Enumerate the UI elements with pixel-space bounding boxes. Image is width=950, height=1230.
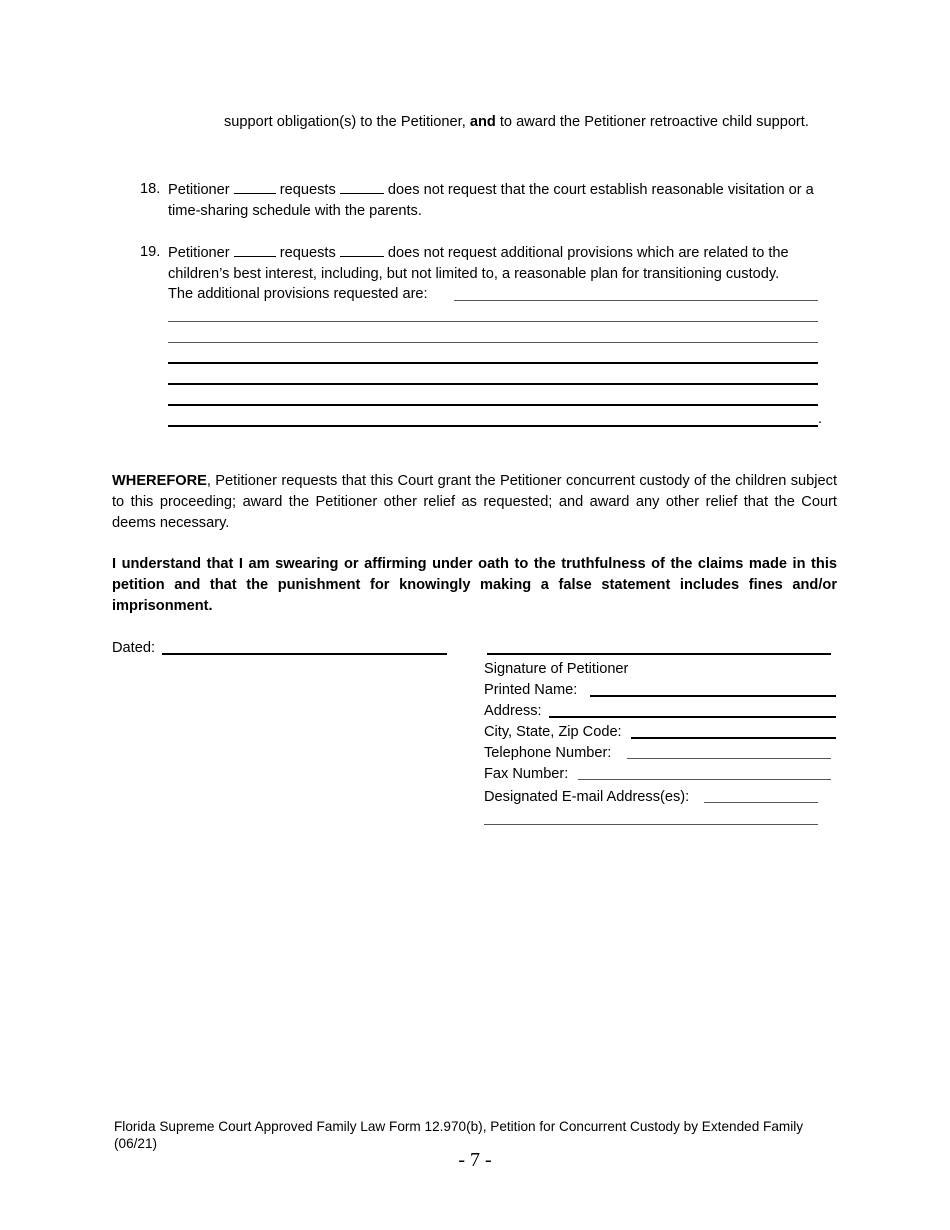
provisions-line[interactable] bbox=[168, 321, 818, 322]
telephone-line[interactable] bbox=[627, 758, 831, 759]
provisions-line[interactable] bbox=[168, 342, 818, 343]
provisions-line[interactable] bbox=[168, 362, 818, 364]
item-18-requests-blank[interactable] bbox=[234, 179, 276, 194]
provisions-line[interactable] bbox=[168, 404, 818, 406]
continuation-paragraph bbox=[224, 112, 838, 133]
item-19-requests-blank[interactable] bbox=[234, 242, 276, 257]
item-number: 18. bbox=[140, 181, 161, 197]
wherefore-bold: WHEREFORE bbox=[112, 473, 207, 489]
email-label: Designated E-mail Address(es): bbox=[484, 789, 690, 805]
continuation-post: to award the Petitioner retroactive child support. bbox=[499, 114, 809, 130]
provisions-line[interactable] bbox=[168, 425, 818, 427]
oath-statement: I understand that I am swearing or affirming under oath to the truthfulness of the claims made in this petition and that the punishment for knowingly making a false statement includes fines and/or imprisonment. bbox=[112, 556, 837, 614]
email-line-extra[interactable] bbox=[484, 824, 818, 825]
continuation-bold: and bbox=[469, 114, 496, 130]
continuation-pre: support obligation(s) to the Petitioner, bbox=[224, 114, 466, 130]
requests-label: requests bbox=[279, 245, 336, 261]
printed-name-line[interactable] bbox=[590, 695, 836, 697]
signature-label: Signature of Petitioner bbox=[484, 661, 629, 677]
dated-line[interactable] bbox=[162, 653, 447, 655]
telephone-label: Telephone Number: bbox=[484, 745, 612, 761]
footer-form-text: Florida Supreme Court Approved Family Law Form 12.970(b), Petition for Concurrent Custody by Extended Family (06/21) bbox=[114, 1119, 804, 1151]
item-19-does-not-request-blank[interactable] bbox=[340, 242, 384, 257]
item-18-text bbox=[168, 179, 840, 222]
wherefore-paragraph bbox=[112, 471, 837, 534]
item-18-rest: does not request that the court establish reasonable visitation or a time-sharing schedule with the parents. bbox=[168, 182, 814, 219]
item-18-does-not-request-blank[interactable] bbox=[340, 179, 384, 194]
requests-label: requests bbox=[279, 182, 336, 198]
item-number: 19. bbox=[140, 244, 161, 260]
provisions-line[interactable] bbox=[168, 383, 818, 385]
fax-label: Fax Number: bbox=[484, 766, 569, 782]
petitioner-label: Petitioner bbox=[168, 245, 230, 261]
provisions-label: The additional provisions requested are: bbox=[168, 286, 428, 302]
fax-line[interactable] bbox=[578, 779, 831, 780]
wherefore-text: , Petitioner requests that this Court grant the Petitioner concurrent custody of the children subject to this proceeding; award the Petitioner other relief as requested; and award any other relief that the Court deems necessary. bbox=[112, 473, 837, 531]
provisions-period: . bbox=[818, 411, 823, 427]
city-state-zip-label: City, State, Zip Code: bbox=[484, 724, 622, 740]
page-number: - 7 - bbox=[458, 1149, 492, 1171]
item-19-rest: does not request additional provisions which are related to the children’s best interest, including, but not limited to, a reasonable plan for transitioning custody. bbox=[168, 245, 789, 282]
signature-line[interactable] bbox=[487, 653, 831, 655]
email-line[interactable] bbox=[704, 802, 818, 803]
dated-label: Dated: bbox=[112, 640, 155, 656]
printed-name-label: Printed Name: bbox=[484, 682, 578, 698]
address-line[interactable] bbox=[549, 716, 836, 718]
petitioner-label: Petitioner bbox=[168, 182, 230, 198]
address-label: Address: bbox=[484, 703, 542, 719]
provisions-line[interactable] bbox=[454, 300, 818, 301]
city-state-zip-line[interactable] bbox=[631, 737, 836, 739]
item-19-text bbox=[168, 242, 840, 285]
